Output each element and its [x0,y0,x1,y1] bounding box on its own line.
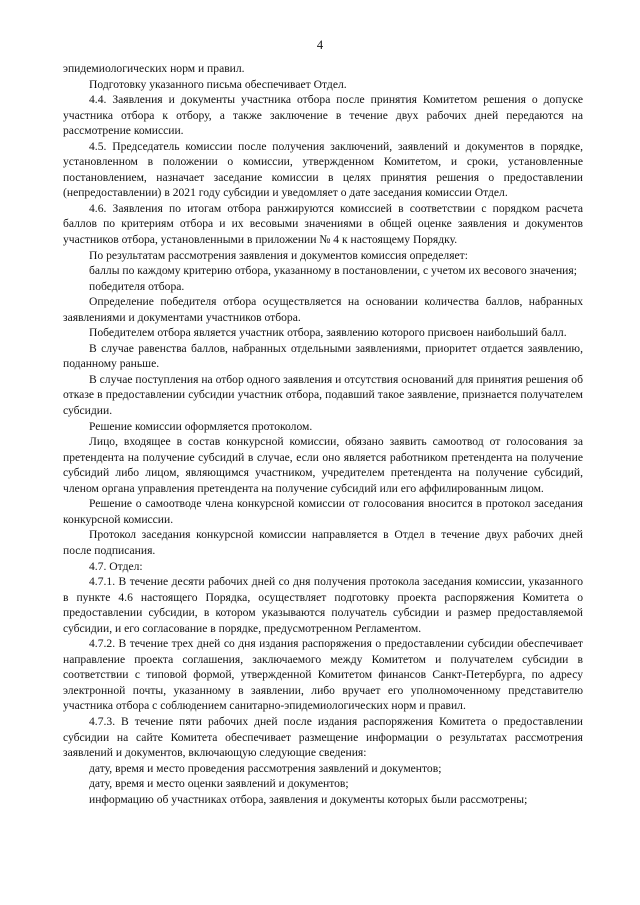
paragraph: По результатам рассмотрения заявления и документов комиссия определяет: [89,248,468,262]
paragraph: В случае поступления на отбор одного заявления и отсутствия оснований для принятия решения об отказе в предоставлении субсидии участник отбора, подавший такое заявление, признается получателем субсидии. [63,372,583,418]
document-body [63,61,583,807]
paragraph: дату, время и место проведения рассмотрения заявлений и документов; [89,761,442,775]
paragraph: 4.7.2. В течение трех дней со дня издания распоряжения о предоставлении субсидии обеспечивает направление проекта соглашения, заключаемого между Комитетом и получателем субсидии в соответствии с типовой формой, утвержденной Комитетом финансов Санкт-Петербурга, по адресу электронной почты, указанному в заявлении, либо вручает его уполномоченному представителю участника отбора с соблюдением санитарно-эпидемиологических норм и правил. [63,637,583,713]
paragraph: информацию об участниках отбора, заявления и документы которых были рассмотрены; [89,792,528,806]
paragraph: Определение победителя отбора осуществляется на основании количества баллов, набранных заявлениями и документами участников отбора. [63,295,583,324]
paragraph: В случае равенства баллов, набранных отдельными заявлениями, приоритет отдается заявлению, поданному раньше. [63,341,583,371]
paragraph: 4.5. Председатель комиссии после получения заключений, заявлений и документов в порядке, установленном в положении о комиссии, утвержденном Комитетом, и сроки, установленные постановлением, назначает заседание комиссии в целях принятия решения о предоставлении (непредоставлении) в 2021 году субсидии и уведомляет о дате заседания комиссии Отдел. [63,139,583,200]
paragraph: 4.7.1. В течение десяти рабочих дней со дня получения протокола заседания комиссии, указанного в пункте 4.6 настоящего Порядка, осуществляет подготовку проекта распоряжения Комитета о предоставлении субсидии, в котором указываются получатель субсидии и размер предоставляемой субсидии, и его согласование в порядке, предусмотренном Регламентом. [63,575,583,635]
paragraph: Протокол заседания конкурсной комиссии направляется в Отдел в течение двух рабочих дней после подписания. [63,528,583,557]
paragraph: победителя отбора. [89,279,185,293]
paragraph: 4.6. Заявления по итогам отбора ранжируются комиссией в соответствии с порядком расчета баллов по критериям отбора и их весовыми значениями в общей оценке заявления и документов участников отбора, установленными в приложении № 4 к настоящему Порядку. [63,201,583,247]
page-number: 4 [316,38,324,52]
paragraph: эпидемиологических норм и правил. [63,62,245,75]
paragraph: Победителем отбора является участник отбора, заявлению которого присвоен наибольший балл. [89,326,567,340]
paragraph: 4.7. Отдел: [89,559,143,573]
paragraph: Подготовку указанного письма обеспечивает Отдел. [89,77,347,91]
paragraph: дату, время и место оценки заявлений и документов; [89,777,349,791]
paragraph: Решение о самоотводе члена конкурсной комиссии от голосования вносится в протокол заседания конкурсной комиссии. [63,497,583,526]
paragraph: Лицо, входящее в состав конкурсной комиссии, обязано заявить самоотвод от голосования за претендента на получение субсидий в случае, если оно является работником претендента на получение субсидий либо лицом, являющимся участником, учредителем претендента на получение субсидий, членом органа управления претендента на получение субсидий или его аффилированным лицом. [63,435,583,495]
paragraph: 4.4. Заявления и документы участника отбора после принятия Комитетом решения о допуске участника отбора к отбору, а также заключение в течение двух рабочих дней передаются на рассмотрение комиссии. [63,93,583,138]
paragraph: 4.7.3. В течение пяти рабочих дней после издания распоряжения Комитета о предоставлении субсидии на сайте Комитета обеспечивает размещение информации о результатах рассмотрения заявлений и документов, включающую следующие сведения: [63,714,583,760]
paragraph: баллы по каждому критерию отбора, указанному в постановлении, с учетом их весового значения; [89,264,577,278]
paragraph: Решение комиссии оформляется протоколом. [89,419,313,433]
